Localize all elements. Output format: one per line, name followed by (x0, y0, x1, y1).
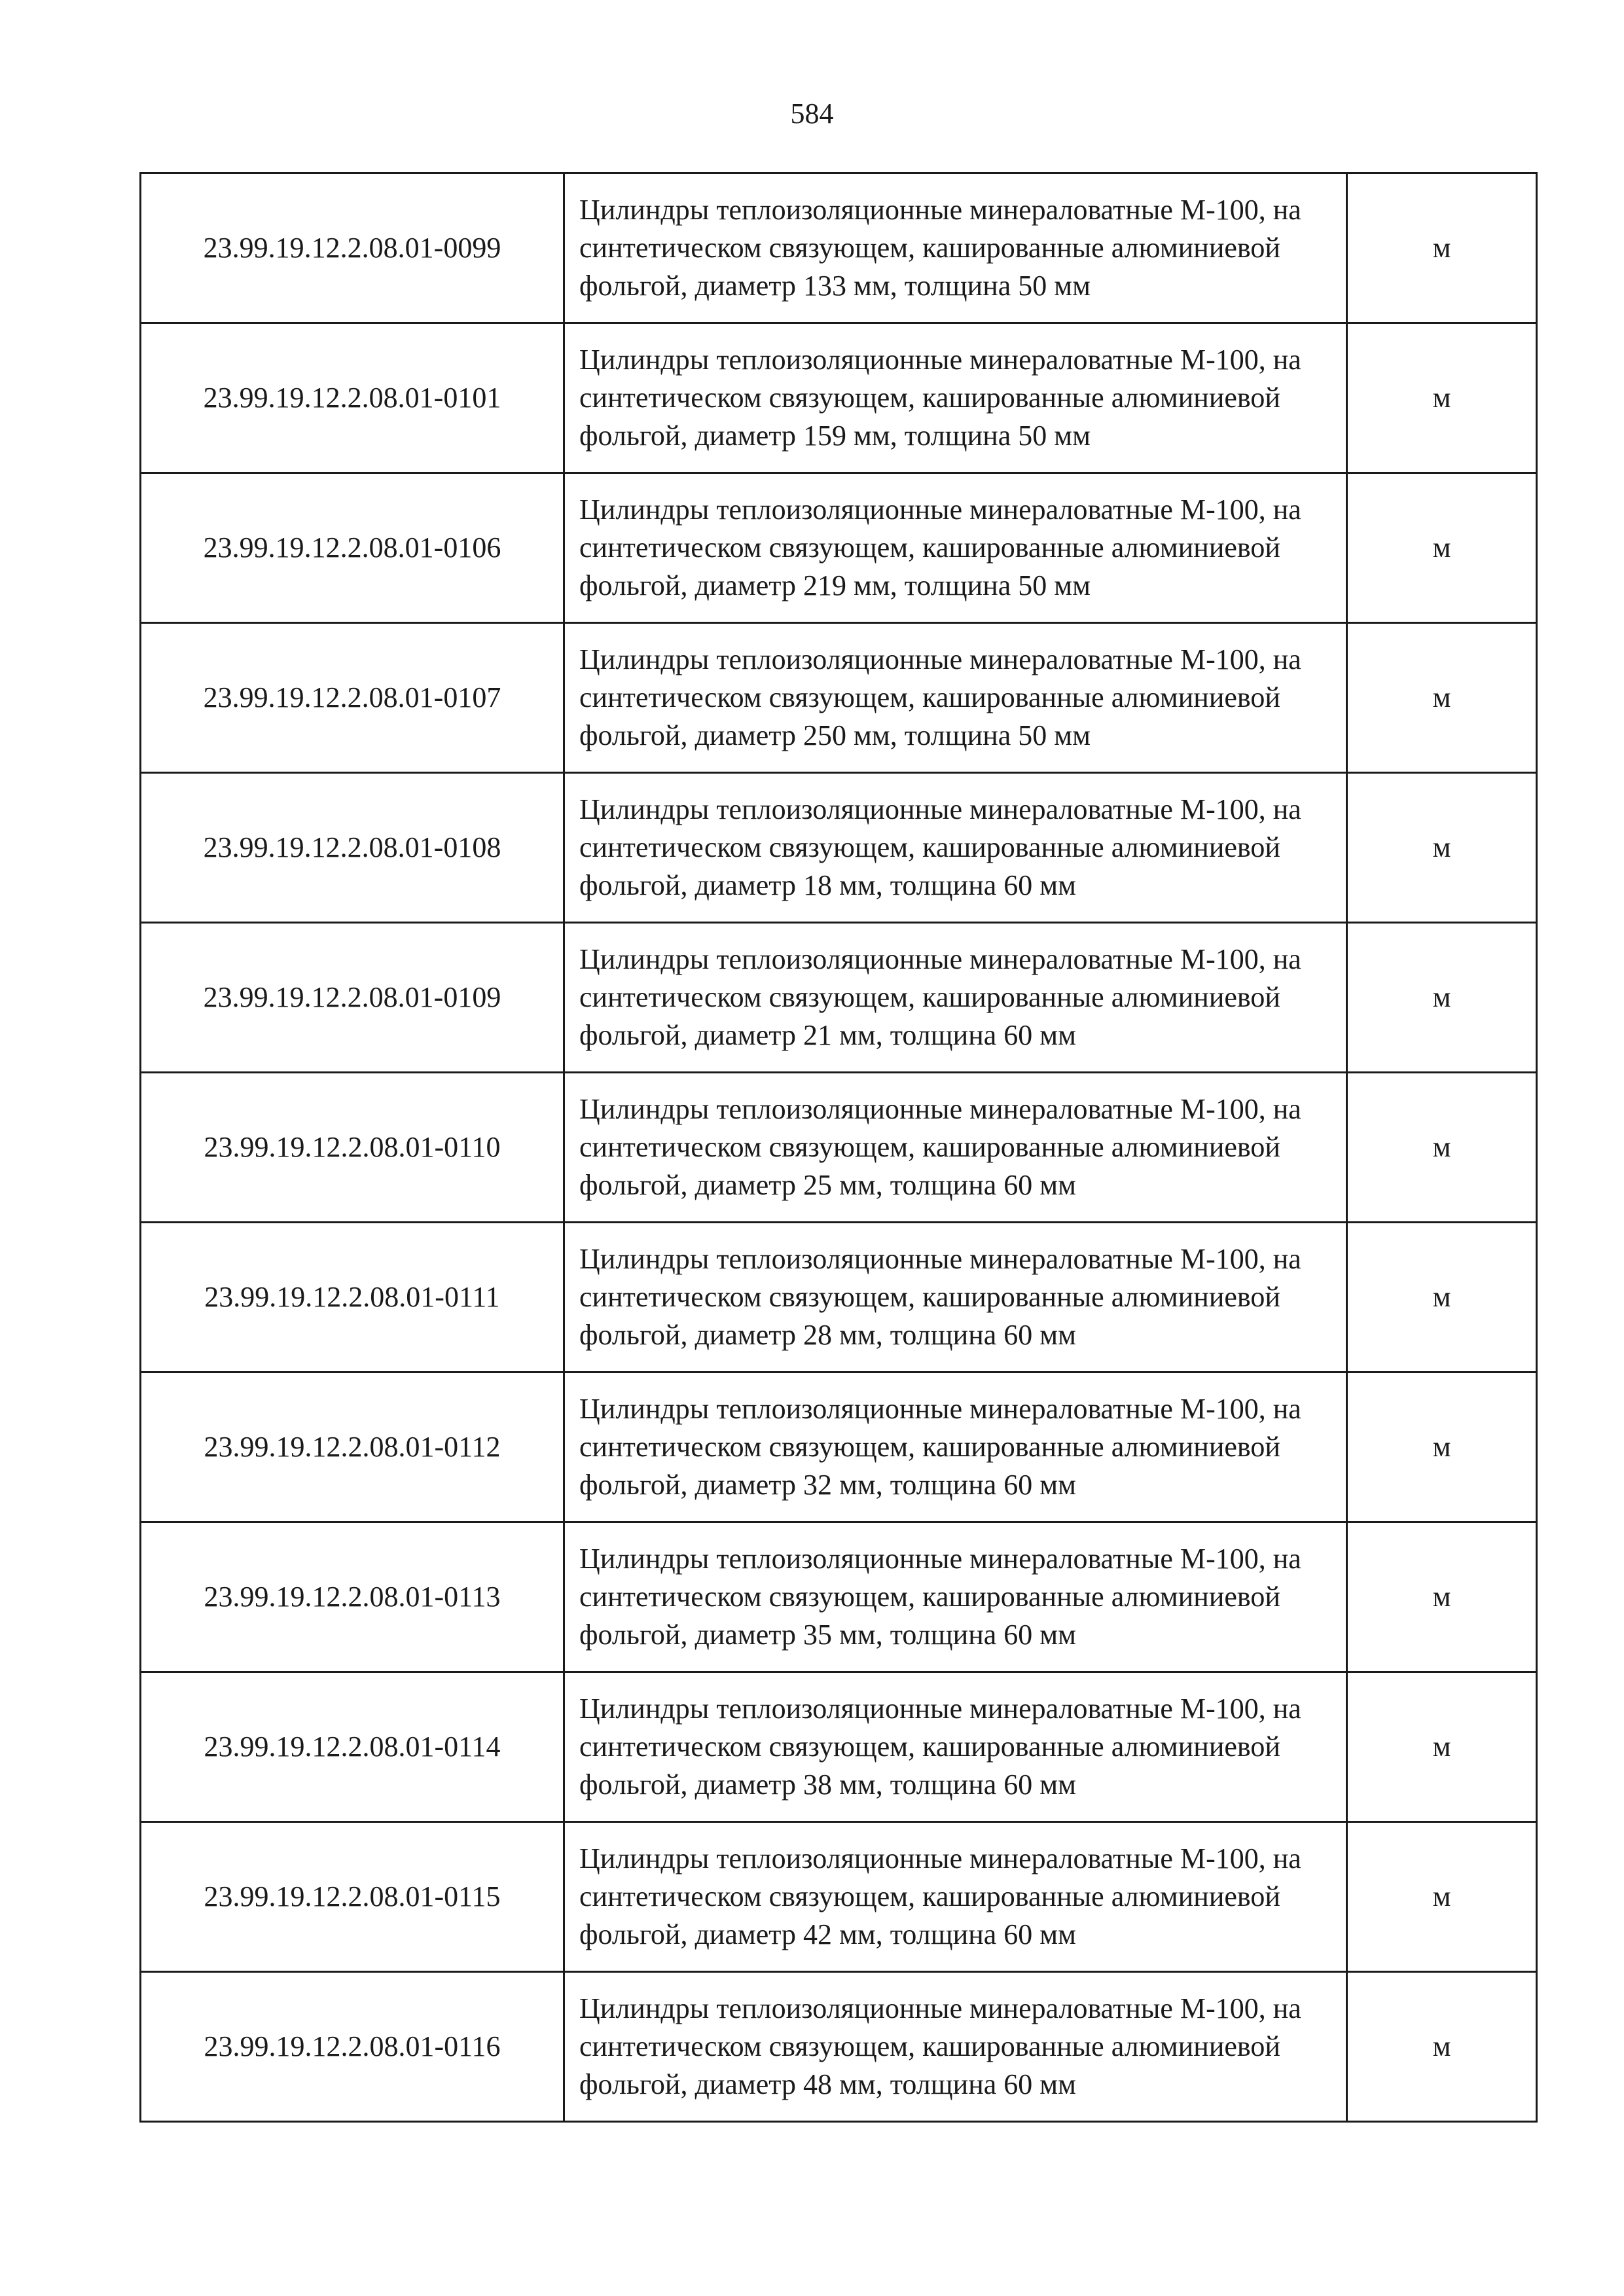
description-text: Цилиндры теплоизоляционные минераловатные М-100, на синтетическом связующем, кашированные алюминиевой фольгой, диаметр 18 мм, толщина 60 мм (579, 793, 1301, 901)
table-row (141, 1822, 1537, 1972)
description-cell (564, 1672, 1347, 1822)
table-row (141, 473, 1537, 623)
resource-code-cell: 23.99.19.12.2.08.01-0101 (141, 323, 564, 473)
table-row (141, 1372, 1537, 1522)
unit-cell: м (1347, 1223, 1537, 1372)
description-cell (564, 623, 1347, 773)
resource-code-cell: 23.99.19.12.2.08.01-0099 (141, 173, 564, 323)
unit-cell: м (1347, 473, 1537, 623)
table-row (141, 1073, 1537, 1223)
description-text: Цилиндры теплоизоляционные минераловатные М-100, на синтетическом связующем, кашированные алюминиевой фольгой, диаметр 35 мм, толщина 60 мм (579, 1543, 1301, 1651)
unit-cell: м (1347, 1822, 1537, 1972)
unit-cell: м (1347, 1073, 1537, 1223)
resource-code-cell: 23.99.19.12.2.08.01-0116 (141, 1972, 564, 2122)
description-text: Цилиндры теплоизоляционные минераловатные М-100, на синтетическом связующем, кашированные алюминиевой фольгой, диаметр 25 мм, толщина 60 мм (579, 1093, 1301, 1201)
resource-code-cell: 23.99.19.12.2.08.01-0106 (141, 473, 564, 623)
unit-cell: м (1347, 623, 1537, 773)
resource-code-cell: 23.99.19.12.2.08.01-0108 (141, 773, 564, 923)
description-text: Цилиндры теплоизоляционные минераловатные М-100, на синтетическом связующем, кашированные алюминиевой фольгой, диаметр 42 мм, толщина 60 мм (579, 1842, 1301, 1950)
description-text: Цилиндры теплоизоляционные минераловатные М-100, на синтетическом связующем, кашированные алюминиевой фольгой, диаметр 48 мм, толщина 60 мм (579, 1992, 1301, 2100)
unit-cell: м (1347, 1372, 1537, 1522)
description-text: Цилиндры теплоизоляционные минераловатные М-100, на синтетическом связующем, кашированные алюминиевой фольгой, диаметр 38 мм, толщина 60 мм (579, 1693, 1301, 1801)
description-cell (564, 923, 1347, 1073)
description-cell (564, 473, 1347, 623)
description-cell (564, 1972, 1347, 2122)
resource-code-cell: 23.99.19.12.2.08.01-0113 (141, 1522, 564, 1672)
unit-cell: м (1347, 1972, 1537, 2122)
description-text: Цилиндры теплоизоляционные минераловатные М-100, на синтетическом связующем, кашированные алюминиевой фольгой, диаметр 32 мм, толщина 60 мм (579, 1393, 1301, 1501)
table-row (141, 1223, 1537, 1372)
description-text: Цилиндры теплоизоляционные минераловатные М-100, на синтетическом связующем, кашированные алюминиевой фольгой, диаметр 21 мм, толщина 60 мм (579, 943, 1301, 1051)
unit-cell: м (1347, 1672, 1537, 1822)
table-body (141, 173, 1537, 2122)
description-text: Цилиндры теплоизоляционные минераловатные М-100, на синтетическом связующем, кашированные алюминиевой фольгой, диаметр 133 мм, толщина 50 мм (579, 194, 1301, 302)
description-cell (564, 1822, 1347, 1972)
resource-code-cell: 23.99.19.12.2.08.01-0112 (141, 1372, 564, 1522)
table-row (141, 173, 1537, 323)
table-row (141, 323, 1537, 473)
description-cell (564, 1223, 1347, 1372)
unit-cell: м (1347, 323, 1537, 473)
description-cell (564, 173, 1347, 323)
unit-cell: м (1347, 923, 1537, 1073)
description-cell (564, 773, 1347, 923)
table-row (141, 623, 1537, 773)
resource-code-cell: 23.99.19.12.2.08.01-0110 (141, 1073, 564, 1223)
table-row (141, 773, 1537, 923)
unit-cell: м (1347, 773, 1537, 923)
description-text: Цилиндры теплоизоляционные минераловатные М-100, на синтетическом связующем, кашированные алюминиевой фольгой, диаметр 28 мм, толщина 60 мм (579, 1243, 1301, 1351)
description-cell (564, 323, 1347, 473)
description-cell (564, 1073, 1347, 1223)
description-text: Цилиндры теплоизоляционные минераловатные М-100, на синтетическом связующем, кашированные алюминиевой фольгой, диаметр 250 мм, толщина 50 мм (579, 643, 1301, 751)
resource-code-cell: 23.99.19.12.2.08.01-0109 (141, 923, 564, 1073)
table-row (141, 1972, 1537, 2122)
description-text: Цилиндры теплоизоляционные минераловатные М-100, на синтетическом связующем, кашированные алюминиевой фольгой, диаметр 219 мм, толщина 50 мм (579, 493, 1301, 601)
materials-table (139, 172, 1538, 2123)
table-row (141, 1522, 1537, 1672)
resource-code-cell: 23.99.19.12.2.08.01-0111 (141, 1223, 564, 1372)
page-number: 584 (790, 98, 834, 130)
table-row (141, 1672, 1537, 1822)
resource-code-cell: 23.99.19.12.2.08.01-0107 (141, 623, 564, 773)
resource-code-cell: 23.99.19.12.2.08.01-0114 (141, 1672, 564, 1822)
description-text: Цилиндры теплоизоляционные минераловатные М-100, на синтетическом связующем, кашированные алюминиевой фольгой, диаметр 159 мм, толщина 50 мм (579, 344, 1301, 452)
unit-cell: м (1347, 1522, 1537, 1672)
description-cell (564, 1372, 1347, 1522)
unit-cell: м (1347, 173, 1537, 323)
table-row (141, 923, 1537, 1073)
description-cell (564, 1522, 1347, 1672)
resource-code-cell: 23.99.19.12.2.08.01-0115 (141, 1822, 564, 1972)
